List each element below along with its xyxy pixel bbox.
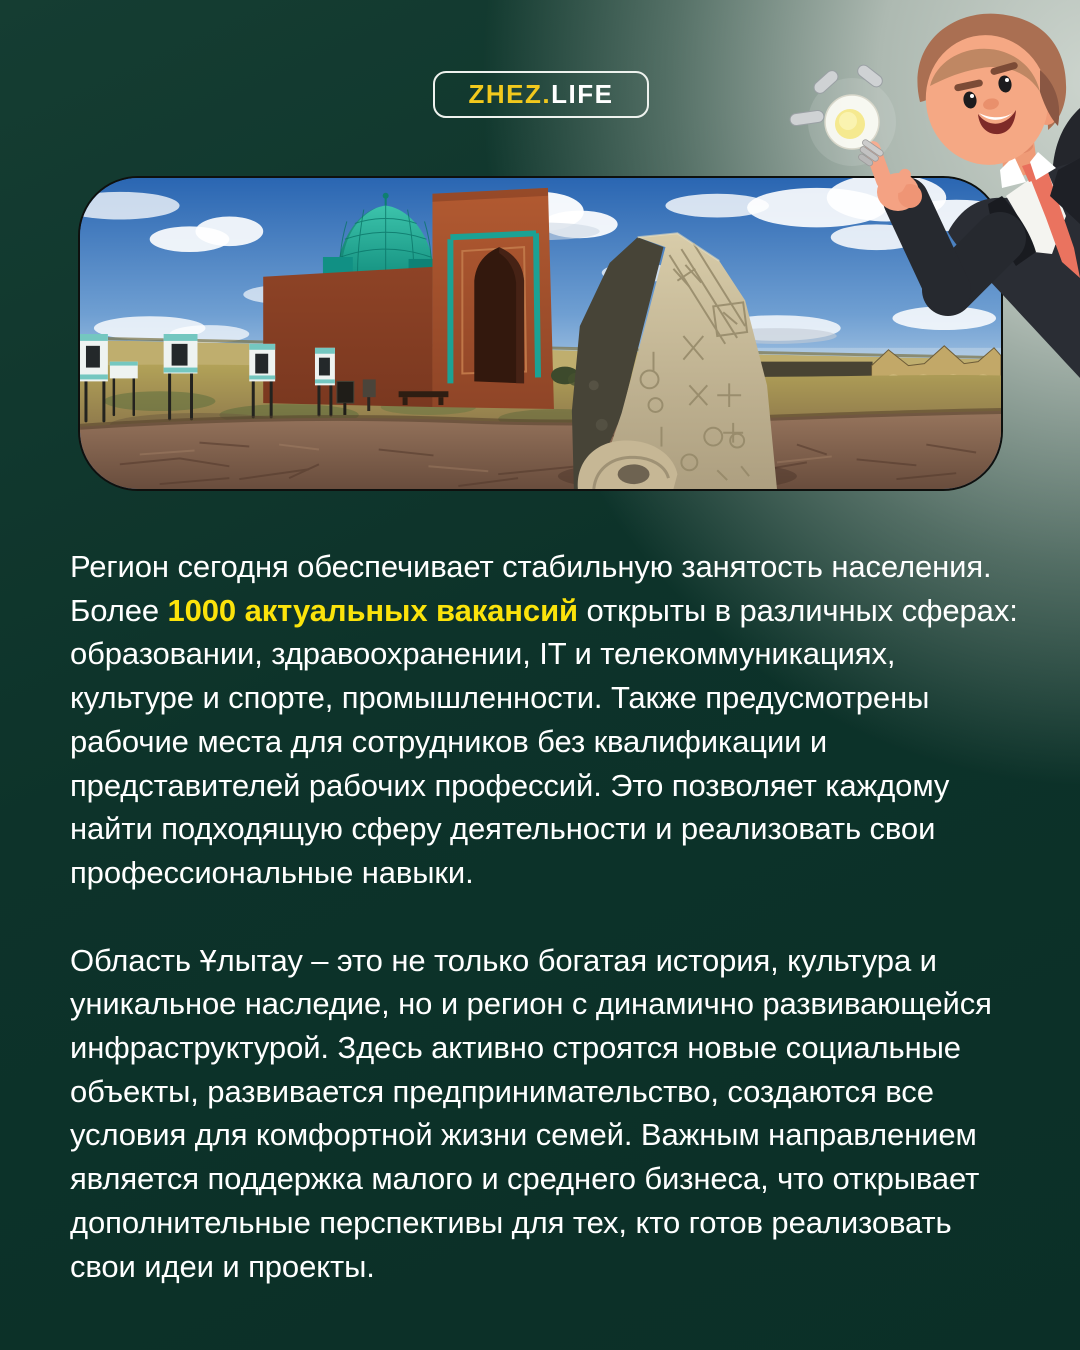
mascot-head [914, 14, 1066, 177]
brand-logo-secondary: LIFE [551, 79, 614, 109]
brand-logo [433, 71, 649, 118]
mascot-neck [999, 126, 1038, 180]
highlight-vacancies: 1000 актуальных вакансий [167, 592, 578, 628]
brand-logo-primary: ZHEZ. [468, 79, 552, 109]
hero-photo [78, 176, 1003, 491]
article-text [70, 545, 1018, 1332]
landmark-illustration [80, 178, 1001, 489]
paragraph-employment-rest: открыты в различных сферах: образовании, здравоохранении, IT и телекоммуникациях, культуре и спорте, промышленности. Также предусмотрены рабочие места для сотрудников без квалификации и представителей рабочих профессий. Это позволяет каждому найти подходящую сферу деятельности и реализовать свои профессиональные навыки. [70, 592, 1018, 890]
paragraph-employment-lead: Регион сегодня обеспечивает стабильную занятость населения. Более [70, 549, 992, 628]
stone-pavement [80, 411, 1001, 489]
lightbulb-icon [789, 63, 896, 169]
paragraph-employment [70, 545, 1018, 895]
paragraph-region: Область Ұлытау – это не только богатая история, культура и уникальное наследие, но и регион с динамично развивающейся инфраструктурой. Здесь активно строятся новые социальные объекты, развивается предпринимательство, создаются все условия для комфортной жизни семей. Важным направлением является поддержка малого и среднего бизнеса, что открывает дополнительные перспективы для тех, кто готов реализовать свои идеи и проекты. [70, 942, 992, 1284]
raised-arm-stub [1052, 108, 1080, 218]
